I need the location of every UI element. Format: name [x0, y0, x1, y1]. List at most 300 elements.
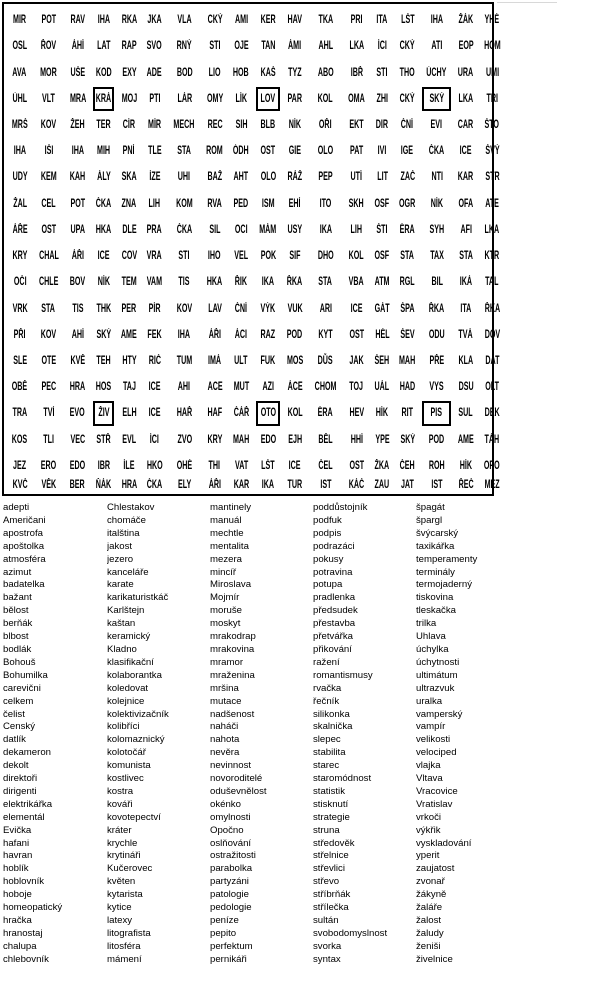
grid-cell[interactable] — [7, 138, 33, 164]
grid-cell[interactable] — [116, 295, 142, 321]
grid-cell[interactable] — [420, 164, 453, 190]
grid-cell[interactable] — [254, 269, 281, 295]
grid-cell[interactable] — [7, 374, 33, 400]
grid-cell[interactable] — [479, 112, 506, 138]
grid-cell[interactable] — [33, 86, 65, 112]
grid-cell[interactable] — [91, 7, 117, 33]
grid-cell[interactable] — [33, 33, 65, 59]
grid-cell[interactable] — [33, 295, 65, 321]
grid-cell[interactable] — [65, 427, 91, 453]
grid-cell[interactable] — [91, 243, 117, 269]
grid-cell[interactable] — [453, 138, 479, 164]
grid-cell[interactable] — [479, 479, 506, 491]
grid-cell[interactable] — [343, 86, 370, 112]
grid-cell[interactable] — [142, 427, 168, 453]
grid-cell[interactable] — [370, 269, 394, 295]
grid-cell[interactable] — [394, 112, 420, 138]
grid-cell[interactable] — [254, 295, 281, 321]
grid-cell[interactable] — [142, 33, 168, 59]
grid-cell[interactable] — [453, 243, 479, 269]
grid-cell[interactable] — [420, 33, 453, 59]
grid-cell[interactable] — [420, 348, 453, 374]
grid-cell[interactable] — [142, 400, 168, 426]
grid-cell[interactable] — [228, 59, 254, 85]
grid-cell[interactable] — [254, 453, 281, 479]
grid-cell[interactable] — [201, 269, 228, 295]
grid-cell[interactable] — [228, 86, 254, 112]
grid-cell[interactable] — [453, 112, 479, 138]
grid-cell[interactable] — [453, 269, 479, 295]
grid-cell[interactable] — [394, 7, 420, 33]
grid-cell[interactable] — [420, 243, 453, 269]
grid-cell[interactable] — [167, 295, 201, 321]
grid-cell[interactable] — [167, 164, 201, 190]
grid-cell[interactable] — [343, 138, 370, 164]
grid-cell[interactable] — [453, 400, 479, 426]
grid-cell[interactable] — [254, 348, 281, 374]
grid-cell[interactable] — [7, 217, 33, 243]
grid-cell[interactable] — [453, 86, 479, 112]
grid-cell[interactable] — [167, 243, 201, 269]
grid-cell[interactable] — [370, 427, 394, 453]
grid-cell[interactable] — [33, 427, 65, 453]
grid-cell[interactable] — [394, 348, 420, 374]
grid-cell[interactable] — [308, 322, 343, 348]
grid-cell[interactable] — [394, 33, 420, 59]
grid-cell[interactable] — [420, 138, 453, 164]
grid-cell[interactable] — [394, 427, 420, 453]
grid-cell[interactable] — [228, 348, 254, 374]
grid-cell[interactable] — [479, 374, 506, 400]
grid-cell[interactable] — [91, 348, 117, 374]
grid-cell[interactable] — [33, 400, 65, 426]
grid-cell[interactable] — [201, 59, 228, 85]
grid-cell[interactable] — [7, 269, 33, 295]
grid-cell[interactable] — [228, 374, 254, 400]
grid-cell[interactable] — [91, 427, 117, 453]
grid-cell[interactable] — [33, 453, 65, 479]
grid-cell[interactable] — [420, 191, 453, 217]
grid-cell[interactable] — [370, 295, 394, 321]
grid-cell[interactable] — [420, 112, 453, 138]
grid-cell[interactable] — [479, 138, 506, 164]
grid-cell[interactable] — [394, 400, 420, 426]
grid-cell[interactable] — [142, 269, 168, 295]
grid-cell[interactable] — [201, 112, 228, 138]
grid-cell[interactable] — [420, 427, 453, 453]
grid-cell[interactable] — [420, 7, 453, 33]
grid-cell[interactable] — [343, 191, 370, 217]
grid-cell[interactable] — [420, 374, 453, 400]
grid-cell[interactable] — [453, 322, 479, 348]
grid-cell[interactable] — [453, 164, 479, 190]
grid-cell[interactable] — [343, 33, 370, 59]
grid-cell[interactable] — [201, 348, 228, 374]
grid-cell[interactable] — [308, 86, 343, 112]
grid-cell-marked[interactable] — [420, 400, 453, 426]
grid-cell[interactable] — [308, 295, 343, 321]
grid-cell[interactable] — [479, 427, 506, 453]
grid-cell[interactable] — [7, 479, 33, 491]
grid-cell[interactable] — [370, 138, 394, 164]
grid-cell[interactable] — [65, 33, 91, 59]
grid-cell[interactable] — [479, 453, 506, 479]
grid-cell[interactable] — [453, 217, 479, 243]
grid-cell[interactable] — [116, 453, 142, 479]
grid-cell[interactable] — [308, 164, 343, 190]
grid-cell[interactable] — [254, 33, 281, 59]
grid-cell[interactable] — [142, 112, 168, 138]
grid-cell[interactable] — [479, 217, 506, 243]
grid-cell[interactable] — [394, 138, 420, 164]
grid-cell[interactable] — [343, 374, 370, 400]
grid-cell[interactable] — [116, 86, 142, 112]
grid-cell[interactable] — [282, 138, 308, 164]
grid-cell[interactable] — [479, 243, 506, 269]
grid-cell[interactable] — [282, 427, 308, 453]
grid-cell[interactable] — [228, 400, 254, 426]
grid-cell[interactable] — [201, 374, 228, 400]
grid-cell[interactable] — [228, 322, 254, 348]
grid-cell[interactable] — [116, 374, 142, 400]
grid-cell[interactable] — [91, 322, 117, 348]
grid-cell[interactable] — [7, 243, 33, 269]
grid-cell[interactable] — [142, 295, 168, 321]
grid-cell[interactable] — [201, 86, 228, 112]
grid-cell[interactable] — [282, 295, 308, 321]
grid-cell[interactable] — [370, 243, 394, 269]
grid-cell[interactable] — [167, 479, 201, 491]
grid-cell[interactable] — [228, 453, 254, 479]
grid-cell[interactable] — [228, 33, 254, 59]
grid-cell[interactable] — [65, 400, 91, 426]
grid-cell[interactable] — [167, 33, 201, 59]
grid-cell[interactable] — [282, 59, 308, 85]
grid-cell[interactable] — [308, 7, 343, 33]
grid-cell[interactable] — [201, 453, 228, 479]
grid-cell[interactable] — [453, 295, 479, 321]
grid-cell[interactable] — [167, 427, 201, 453]
grid-cell[interactable] — [142, 322, 168, 348]
grid-cell[interactable] — [142, 479, 168, 491]
grid-cell[interactable] — [479, 322, 506, 348]
grid-cell[interactable] — [116, 7, 142, 33]
grid-cell-marked[interactable] — [91, 400, 117, 426]
grid-cell[interactable] — [254, 138, 281, 164]
grid-cell[interactable] — [254, 59, 281, 85]
grid-cell[interactable] — [201, 295, 228, 321]
grid-cell[interactable] — [201, 400, 228, 426]
grid-cell[interactable] — [167, 59, 201, 85]
grid-cell[interactable] — [116, 112, 142, 138]
grid-cell[interactable] — [282, 479, 308, 491]
grid-cell[interactable] — [65, 59, 91, 85]
grid-cell[interactable] — [116, 217, 142, 243]
grid-cell[interactable] — [394, 217, 420, 243]
grid-cell[interactable] — [201, 243, 228, 269]
grid-cell[interactable] — [33, 112, 65, 138]
grid-cell[interactable] — [343, 7, 370, 33]
grid-cell[interactable] — [370, 217, 394, 243]
grid-cell[interactable] — [116, 243, 142, 269]
grid-cell[interactable] — [370, 348, 394, 374]
grid-cell-marked[interactable] — [254, 400, 281, 426]
grid-cell-marked[interactable] — [254, 86, 281, 112]
grid-cell[interactable] — [33, 138, 65, 164]
grid-cell[interactable] — [308, 217, 343, 243]
grid-cell[interactable] — [65, 322, 91, 348]
grid-cell[interactable] — [228, 217, 254, 243]
grid-cell[interactable] — [33, 7, 65, 33]
grid-cell[interactable] — [33, 374, 65, 400]
grid-cell[interactable] — [65, 269, 91, 295]
grid-cell[interactable] — [91, 374, 117, 400]
grid-cell[interactable] — [282, 86, 308, 112]
grid-cell[interactable] — [7, 86, 33, 112]
grid-cell[interactable] — [370, 33, 394, 59]
grid-cell[interactable] — [343, 112, 370, 138]
grid-cell[interactable] — [65, 453, 91, 479]
grid-cell[interactable] — [479, 59, 506, 85]
grid-cell[interactable] — [308, 348, 343, 374]
grid-cell[interactable] — [116, 33, 142, 59]
grid-cell[interactable] — [394, 322, 420, 348]
grid-cell[interactable] — [254, 427, 281, 453]
grid-cell[interactable] — [479, 86, 506, 112]
grid-cell[interactable] — [308, 191, 343, 217]
grid-cell[interactable] — [33, 243, 65, 269]
grid-cell[interactable] — [116, 138, 142, 164]
grid-cell[interactable] — [91, 295, 117, 321]
grid-cell[interactable] — [370, 374, 394, 400]
grid-cell[interactable] — [282, 243, 308, 269]
grid-cell[interactable] — [167, 112, 201, 138]
grid-cell[interactable] — [167, 348, 201, 374]
grid-cell[interactable] — [254, 217, 281, 243]
grid-cell[interactable] — [91, 453, 117, 479]
grid-cell[interactable] — [167, 191, 201, 217]
grid-cell[interactable] — [65, 164, 91, 190]
grid-cell[interactable] — [308, 479, 343, 491]
grid-cell[interactable] — [394, 59, 420, 85]
grid-cell[interactable] — [343, 479, 370, 491]
grid-cell[interactable] — [65, 7, 91, 33]
grid-cell[interactable] — [394, 243, 420, 269]
grid-cell[interactable] — [91, 59, 117, 85]
grid-cell[interactable] — [254, 7, 281, 33]
grid-cell[interactable] — [33, 217, 65, 243]
grid-cell[interactable] — [343, 348, 370, 374]
grid-cell[interactable] — [282, 191, 308, 217]
grid-cell[interactable] — [394, 295, 420, 321]
grid-cell[interactable] — [394, 453, 420, 479]
grid-cell[interactable] — [308, 269, 343, 295]
grid-cell[interactable] — [308, 427, 343, 453]
grid-cell[interactable] — [65, 348, 91, 374]
grid-cell[interactable] — [479, 400, 506, 426]
grid-cell[interactable] — [308, 112, 343, 138]
grid-cell[interactable] — [453, 7, 479, 33]
grid-cell[interactable] — [370, 112, 394, 138]
grid-cell[interactable] — [254, 191, 281, 217]
grid-cell[interactable] — [7, 33, 33, 59]
grid-cell[interactable] — [65, 138, 91, 164]
grid-cell[interactable] — [142, 86, 168, 112]
grid-cell[interactable] — [420, 479, 453, 491]
grid-cell[interactable] — [91, 217, 117, 243]
grid-cell[interactable] — [308, 138, 343, 164]
grid-cell[interactable] — [65, 295, 91, 321]
grid-cell[interactable] — [7, 322, 33, 348]
grid-cell[interactable] — [167, 322, 201, 348]
grid-cell[interactable] — [370, 59, 394, 85]
grid-cell[interactable] — [453, 59, 479, 85]
grid-cell[interactable] — [282, 269, 308, 295]
grid-cell[interactable] — [453, 348, 479, 374]
grid-cell[interactable] — [142, 164, 168, 190]
grid-cell-marked[interactable] — [91, 86, 117, 112]
grid-cell[interactable] — [479, 33, 506, 59]
grid-cell[interactable] — [116, 269, 142, 295]
grid-cell[interactable] — [343, 164, 370, 190]
grid-cell[interactable] — [65, 112, 91, 138]
grid-cell[interactable] — [7, 164, 33, 190]
grid-cell[interactable] — [370, 453, 394, 479]
grid-cell[interactable] — [453, 33, 479, 59]
grid-cell[interactable] — [479, 164, 506, 190]
grid-cell[interactable] — [282, 7, 308, 33]
grid-cell[interactable] — [308, 59, 343, 85]
grid-cell[interactable] — [394, 374, 420, 400]
grid-cell[interactable] — [167, 86, 201, 112]
grid-cell[interactable] — [420, 59, 453, 85]
grid-cell[interactable] — [65, 479, 91, 491]
grid-cell[interactable] — [33, 479, 65, 491]
grid-cell[interactable] — [479, 7, 506, 33]
grid-cell[interactable] — [254, 322, 281, 348]
grid-cell[interactable] — [343, 59, 370, 85]
grid-cell[interactable] — [343, 427, 370, 453]
grid-cell[interactable] — [116, 479, 142, 491]
grid-cell[interactable] — [453, 479, 479, 491]
grid-cell[interactable] — [201, 217, 228, 243]
grid-cell[interactable] — [7, 59, 33, 85]
grid-cell[interactable] — [420, 217, 453, 243]
grid-cell[interactable] — [394, 479, 420, 491]
grid-cell[interactable] — [167, 138, 201, 164]
grid-cell[interactable] — [91, 33, 117, 59]
grid-cell[interactable] — [453, 427, 479, 453]
grid-cell[interactable] — [282, 33, 308, 59]
grid-cell[interactable] — [91, 269, 117, 295]
grid-cell[interactable] — [142, 7, 168, 33]
grid-cell[interactable] — [167, 374, 201, 400]
grid-cell[interactable] — [65, 86, 91, 112]
grid-cell[interactable] — [479, 269, 506, 295]
grid-cell[interactable] — [142, 453, 168, 479]
grid-cell[interactable] — [167, 217, 201, 243]
grid-cell[interactable] — [282, 164, 308, 190]
grid-cell[interactable] — [453, 191, 479, 217]
grid-cell[interactable] — [420, 322, 453, 348]
grid-cell[interactable] — [343, 295, 370, 321]
grid-cell[interactable] — [282, 374, 308, 400]
grid-cell[interactable] — [65, 191, 91, 217]
grid-cell[interactable] — [91, 479, 117, 491]
grid-cell[interactable] — [308, 33, 343, 59]
grid-cell[interactable] — [343, 243, 370, 269]
grid-cell[interactable] — [201, 138, 228, 164]
grid-cell[interactable] — [33, 191, 65, 217]
grid-cell[interactable] — [33, 322, 65, 348]
grid-cell[interactable] — [343, 269, 370, 295]
grid-cell[interactable] — [228, 243, 254, 269]
grid-cell[interactable] — [7, 427, 33, 453]
grid-cell[interactable] — [116, 322, 142, 348]
grid-cell[interactable] — [308, 453, 343, 479]
grid-cell[interactable] — [116, 348, 142, 374]
grid-cell[interactable] — [7, 348, 33, 374]
grid-cell[interactable] — [228, 164, 254, 190]
grid-cell[interactable] — [420, 269, 453, 295]
grid-cell[interactable] — [91, 112, 117, 138]
grid-cell[interactable] — [201, 7, 228, 33]
grid-cell[interactable] — [142, 191, 168, 217]
grid-cell[interactable] — [370, 86, 394, 112]
grid-cell[interactable] — [228, 138, 254, 164]
grid-cell[interactable] — [254, 112, 281, 138]
grid-cell[interactable] — [201, 33, 228, 59]
grid-cell[interactable] — [7, 400, 33, 426]
grid-cell[interactable] — [116, 191, 142, 217]
grid-cell[interactable] — [453, 453, 479, 479]
grid-cell[interactable] — [228, 191, 254, 217]
grid-cell[interactable] — [228, 427, 254, 453]
grid-cell[interactable] — [343, 400, 370, 426]
grid-cell[interactable] — [167, 7, 201, 33]
grid-cell[interactable] — [33, 348, 65, 374]
grid-cell[interactable] — [201, 322, 228, 348]
grid-cell[interactable] — [282, 400, 308, 426]
grid-cell[interactable] — [228, 269, 254, 295]
grid-cell[interactable] — [282, 112, 308, 138]
grid-cell[interactable] — [254, 164, 281, 190]
grid-cell[interactable] — [167, 400, 201, 426]
grid-cell[interactable] — [394, 269, 420, 295]
grid-cell[interactable] — [254, 479, 281, 491]
grid-cell[interactable] — [142, 217, 168, 243]
grid-cell[interactable] — [7, 7, 33, 33]
grid-cell[interactable] — [167, 453, 201, 479]
grid-cell[interactable] — [116, 400, 142, 426]
grid-cell[interactable] — [65, 243, 91, 269]
grid-cell[interactable] — [142, 138, 168, 164]
grid-cell[interactable] — [228, 295, 254, 321]
grid-cell[interactable] — [370, 322, 394, 348]
grid-cell[interactable] — [91, 138, 117, 164]
grid-cell[interactable] — [116, 164, 142, 190]
grid-cell[interactable] — [65, 217, 91, 243]
grid-cell[interactable] — [91, 164, 117, 190]
grid-cell[interactable] — [308, 374, 343, 400]
grid-cell[interactable] — [33, 164, 65, 190]
grid-cell[interactable] — [201, 191, 228, 217]
grid-cell[interactable] — [142, 59, 168, 85]
grid-cell[interactable] — [201, 164, 228, 190]
grid-cell[interactable] — [282, 217, 308, 243]
grid-cell[interactable] — [394, 191, 420, 217]
grid-cell[interactable] — [308, 400, 343, 426]
